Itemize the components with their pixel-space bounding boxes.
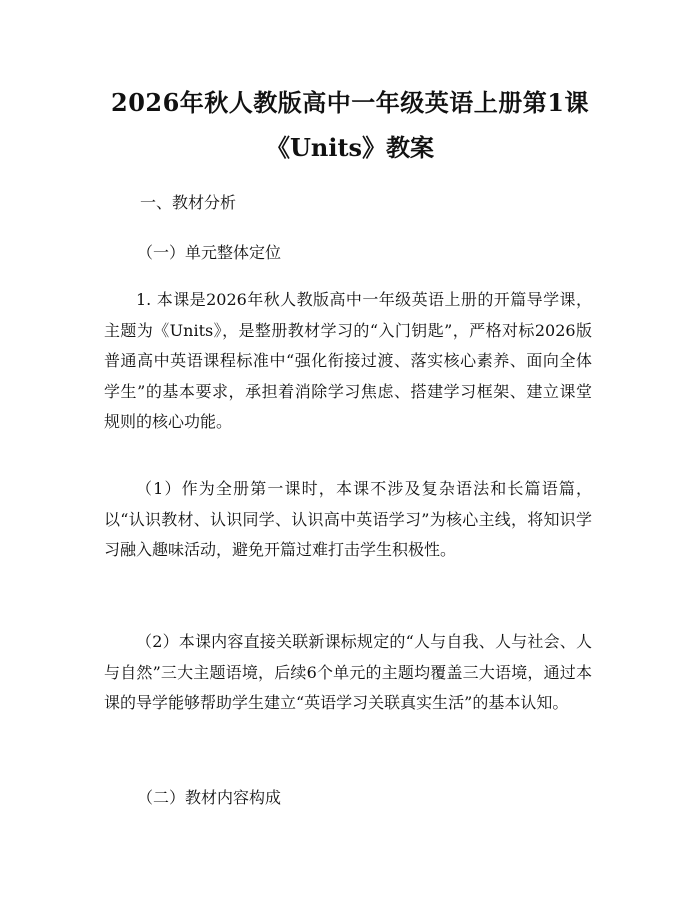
- paragraph-2: （1）作为全册第一课时，本课不涉及复杂语法和长篇语篇，以“认识教材、认识同学、认识高中英语学习”为核心主线，将知识学习融入趣味活动，避免开篇过难打击学生积极性。: [104, 479, 592, 560]
- paragraph-3: （2）本课内容直接关联新课标规定的“人与自我、人与社会、人与自然”三大主题语境，后续6个单元的主题均覆盖三大语境，通过本课的导学能够帮助学生建立“英语学习关联真实生活”的基本认知。: [104, 632, 592, 713]
- document-title-line-2: 《Units》教案: [265, 133, 435, 162]
- paragraph-1: 1. 本课是2026年秋人教版高中一年级英语上册的开篇导学课，主题为《Units》，是整册教材学习的“入门钥匙”，严格对标2026版普通高中英语课程标准中“强化衔接过渡、落实核心素养、面向全体学生”的基本要求，承担着消除学习焦虑、搭建学习框架、建立课堂规则的核心功能。: [104, 290, 592, 432]
- document-title-line-1: 2026年秋人教版高中一年级英语上册第1课: [111, 88, 589, 117]
- subsection-heading-unit-positioning: （一）单元整体定位: [137, 243, 282, 262]
- subsection-heading-content-structure: （二）教材内容构成: [137, 788, 282, 807]
- section-heading-textbook-analysis: 一、教材分析: [140, 193, 237, 212]
